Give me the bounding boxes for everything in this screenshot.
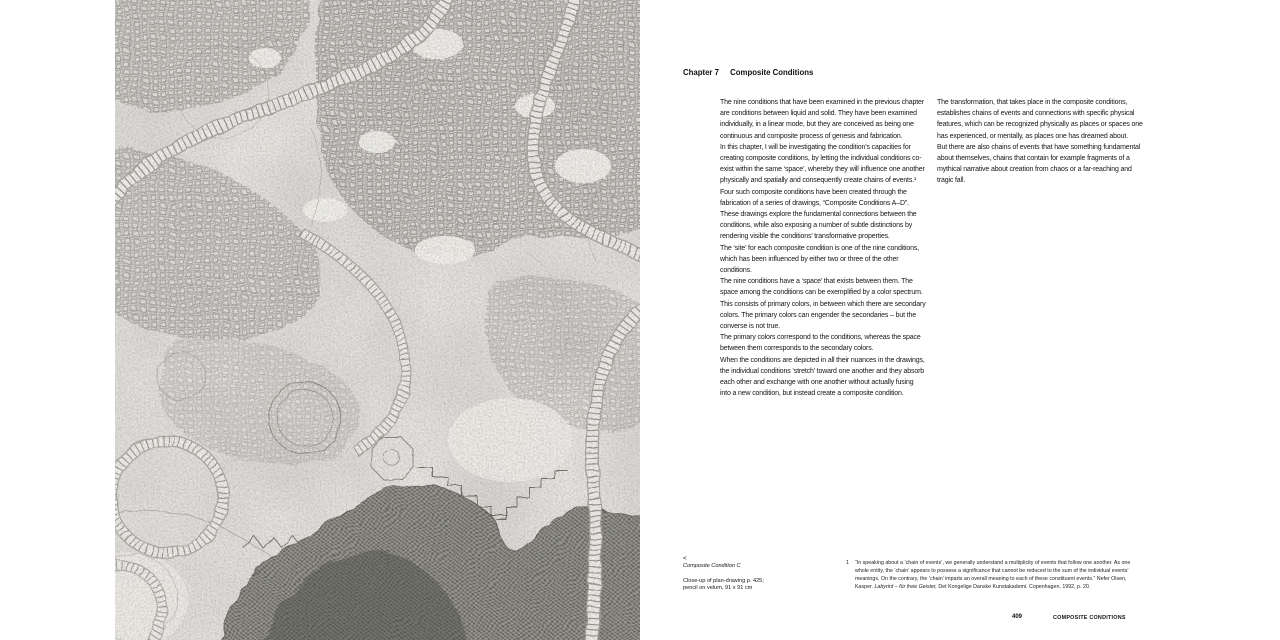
footnote-citation-title: Labyrint – für freie Geister, (874, 583, 937, 590)
body-paragraph: Four such composite conditions have been created through the fabrication of a series of drawings, “Composite Conditions A–D”. These drawings explore the fundamental connections between the conditions, while also exposing a number of subtle distinctions by rendering visible the conditions’ transformative properties. (720, 188, 917, 241)
body-paragraph: When the conditions are depicted in all their nuances in the drawings, the individual conditions ‘stretch’ toward one another and they absorb each other and exchange with one another without actually fusing into a new condition, but instead create a composite condition. (720, 356, 925, 398)
running-title: COMPOSITE CONDITIONS (1053, 614, 1126, 621)
body-paragraph: The transformation, that takes place in the composite conditions, establishes chains of events and connections with specific physical features, which can be recognized physically as places or spaces one has experienced, or mentally, as places one has dreamed about. (937, 99, 1143, 140)
chapter-title: Composite Conditions (730, 68, 814, 77)
footnote-number: 1 (846, 560, 849, 566)
footnote-citation-rest: Det Kongelige Danske Kunstakademi. Copenhagen, 1992, p. 20. (938, 583, 1091, 590)
footnote-text (855, 560, 1140, 592)
caption-title: Composite Condition C (683, 563, 741, 569)
plan-drawing-artwork (115, 0, 640, 640)
body-paragraph: The nine conditions have a ‘space’ that exists between them. The space among the conditions can be exemplified by a color spectrum. This consists of primary colors, in between which there are secondary colors. The primary colors can engender the secondaries – but the converse is not true. (720, 278, 926, 331)
body-paragraph: In this chapter, I will be investigating the condition’s capacities for creating composite conditions, by letting the individual conditions co-exist within the same ‘space’, whereby they will influence one another physically and spatially and consequently create chains of events.¹ (720, 143, 925, 185)
text-column-left (720, 97, 926, 399)
footnote (846, 560, 1140, 592)
caption-line: Close-up of plan-drawing p. 425; (683, 577, 764, 584)
image-caption (683, 555, 823, 593)
body-paragraph: The primary colors correspond to the conditions, whereas the space between them corresponds to the secondary colors. (720, 334, 921, 353)
page-number: 409 (1012, 614, 1023, 620)
caption-arrow-icon: < (683, 555, 687, 562)
body-paragraph: But there are also chains of events that have something fundamental about themselves, chains that contain for example fragments of a mythical narrative about creation from chaos or a far-reaching and tragic fall. (937, 143, 1141, 185)
chapter-heading (683, 68, 813, 77)
caption-line: pencil on velum, 91 x 91 cm (683, 585, 753, 592)
body-paragraph: The ‘site’ for each composite condition is one of the nine conditions, which has been influenced by either two or three of the other conditions. (720, 244, 919, 275)
text-column-right (937, 97, 1143, 187)
footnote-quote: “In speaking about a ‘chain of events’, we generally understand a multiplicity of events that follow one another. As one whole entity, the ‘chain’ appears to possess a significance that cannot be reduced to the sum of the individual events’ meanings. On the contrary, the ‘chain’ imparts an overall meaning to each of these constituent events.” (855, 560, 1131, 582)
chapter-label: Chapter 7 (683, 68, 719, 77)
footnote-citation-author: Nefer Olsen, Kasper. (855, 575, 1127, 590)
body-paragraph: The nine conditions that have been examined in the previous chapter are conditions between liquid and solid. They have been examined individually, in a linear mode, but they are conceived as being one continuous and composite process of genesis and fabrication. (720, 99, 924, 140)
